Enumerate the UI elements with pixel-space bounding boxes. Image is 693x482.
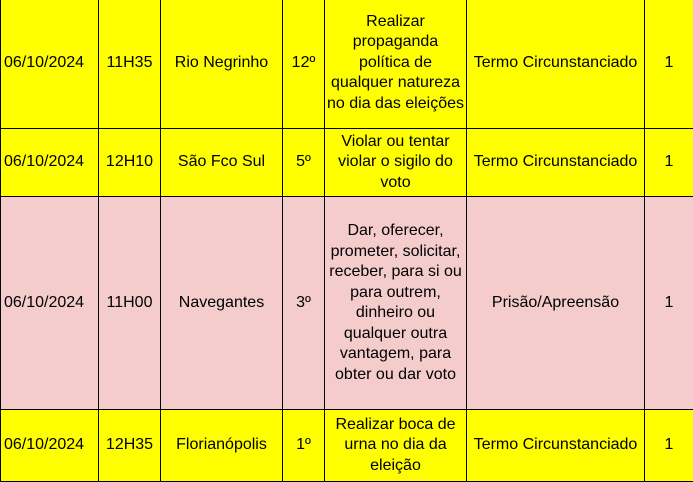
time-cell: 11H00 <box>99 197 161 410</box>
table-row <box>1 129 693 197</box>
table-row <box>1 410 693 482</box>
date-cell: 06/10/2024 <box>1 129 99 197</box>
count-cell: 1 <box>645 129 693 197</box>
description-cell: Realizar propaganda política de qualquer natureza no dia das eleições <box>325 0 467 129</box>
time-cell: 11H35 <box>99 0 161 129</box>
city-cell: Navegantes <box>161 197 283 410</box>
description-cell: Dar, oferecer, prometer, solicitar, receber, para si ou para outrem, dinheiro ou qualquer outra vantagem, para obter ou dar voto <box>325 197 467 410</box>
time-cell: 12H10 <box>99 129 161 197</box>
date-cell: 06/10/2024 <box>1 197 99 410</box>
table-row <box>1 197 693 410</box>
time-cell: 12H35 <box>99 410 161 482</box>
count-cell: 1 <box>645 197 693 410</box>
count-cell: 1 <box>645 0 693 129</box>
outcome-cell: Prisão/Apreensão <box>467 197 645 410</box>
outcome-cell: Termo Circunstanciado <box>467 0 645 129</box>
outcome-cell: Termo Circunstanciado <box>467 129 645 197</box>
date-cell: 06/10/2024 <box>1 410 99 482</box>
description-cell: Realizar boca de urna no dia da eleição <box>325 410 467 482</box>
outcome-cell: Termo Circunstanciado <box>467 410 645 482</box>
city-cell: Rio Negrinho <box>161 0 283 129</box>
description-cell: Violar ou tentar violar o sigilo do voto <box>325 129 467 197</box>
city-cell: São Fco Sul <box>161 129 283 197</box>
count-cell: 1 <box>645 410 693 482</box>
zone-cell: 3º <box>283 197 325 410</box>
zone-cell: 5º <box>283 129 325 197</box>
zone-cell: 1º <box>283 410 325 482</box>
date-cell: 06/10/2024 <box>1 0 99 129</box>
zone-cell: 12º <box>283 0 325 129</box>
table-row <box>1 0 693 129</box>
city-cell: Florianópolis <box>161 410 283 482</box>
